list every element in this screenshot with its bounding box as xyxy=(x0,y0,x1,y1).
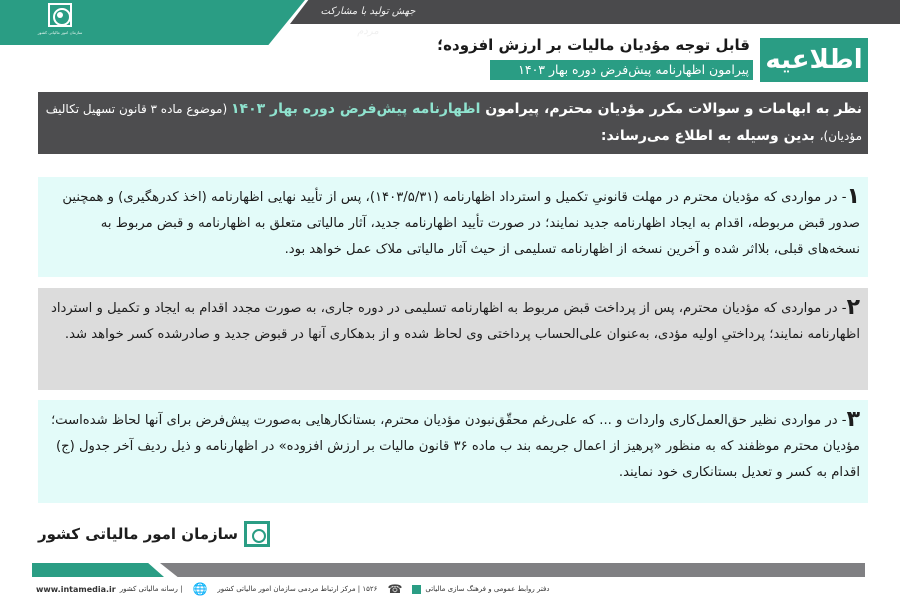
notice-item xyxy=(38,288,868,390)
globe-icon: 🌐 xyxy=(192,582,208,596)
website-link[interactable]: www.intamedia.ir xyxy=(36,584,116,594)
item-number: ۲ xyxy=(846,295,860,320)
item-text: - در مواردی که مؤدیان محترم در مهلت قانونیِ تکمیل و استرداد اظهارنامه (۱۴۰۳/۵/۳۱)، پس از تأیید نهایی اظهارنامه (اخذ کدرهگیری) و همچنین صدور قبض مربوطه، اقدام به ایجاد اظهارنامه جدید نمایند؛ در صورت تأیید اظهارنامه جدید، آثار مالیاتی متعلق به اظهارنامه و قبض مربوط به نسخه‌های قبلی، بلااثر شده و آخرین نسخه از اظهارنامه تسلیمی از حیث آثار مالیاتی ملاک عمل خواهد بود. xyxy=(62,190,860,257)
item-number: ۳ xyxy=(846,407,860,432)
notice-badge: اطلاعیه xyxy=(760,38,868,82)
item-number: ۱ xyxy=(846,184,860,209)
notice-item xyxy=(38,177,868,277)
intro-highlight: اظهارنامه پیش‌فرض دوره بهار ۱۴۰۳ xyxy=(230,101,481,117)
footer-media xyxy=(36,585,182,594)
footer-dept-text: دفتر روابط عمومی و فرهنگ سازی مالیاتی xyxy=(425,585,550,593)
footer xyxy=(36,580,866,598)
footer-bar-green xyxy=(32,563,164,577)
signature-org-name: سازمان امور مالیاتی کشور xyxy=(38,525,239,543)
item-text: - در مواردی که مؤدیان محترم، پس از پرداخت قبض مربوط به اظهارنامه تسلیمی در دوره جاری، به صورت مجدد اقدام به ایجاد و تکمیل و استرداد اظهارنامه نمایند؛ پرداختیِ اولیه مؤدی، به‌عنوان علی‌الحساب پرداختی وی لحاظ شده و از بدهکاری آنها در قبوض جدید و صادرشده کسر خواهد شد. xyxy=(50,301,860,342)
notice-item xyxy=(38,400,868,503)
intro-box xyxy=(38,92,868,154)
slogan: جهش تولید با مشارکت مردم xyxy=(320,6,416,37)
footer-dept xyxy=(412,585,549,594)
footer-bar-gray xyxy=(160,563,865,577)
heading-title: قابل توجه مؤدیان مالیات بر ارزش افزوده؛ xyxy=(437,36,750,54)
emblem-icon xyxy=(48,3,72,27)
heading-subtitle: پیرامون اظهارنامه پیش‌فرض دوره بهار ۱۴۰۳ xyxy=(490,60,753,80)
intro-text: نظر به ابهامات و سوالات مکرر مؤدیان محترم، پیرامون xyxy=(480,101,862,117)
logo-caption: سازمان امور مالیاتی کشور xyxy=(37,30,83,35)
organization-logo xyxy=(37,3,83,39)
item-text: - در مواردی نظیر حق‌العمل‌کاری واردات و ... که علی‌رغم محقّق‌نبودن مؤدیان محترم، بستانکارهایی به‌صورت پیش‌فرض برای آنها لحاظ شده‌است؛ مؤدیان محترم موظفند که به منظور «پرهیز از اعمال جریمه بند ب ماده ۳۶ قانون مالیات بر ارزش افزوده» در اظهارنامه و ذیل ردیف آخر جدول (ج) اقدام به کسر و تعدیل بستانکاری خود نمایند. xyxy=(50,413,860,480)
footer-media-label: | رسانه مالیاتی کشور xyxy=(119,585,183,593)
square-bullet-icon xyxy=(412,585,421,594)
signature xyxy=(38,518,270,550)
intro-parenthetical: (موضوع ماده ۳ قانون تسهیل تکالیف مؤدیان)، xyxy=(45,102,862,143)
footer-contact xyxy=(217,585,377,593)
footer-contact-text: ۱۵۲۶ | مرکز ارتباط مردمی سازمان امور مالیاتی کشور xyxy=(217,585,378,593)
intro-text-end: بدین وسیله به اطلاع می‌رساند: xyxy=(600,128,820,144)
emblem-icon xyxy=(244,521,270,547)
phone-icon: ☎ xyxy=(387,582,403,596)
